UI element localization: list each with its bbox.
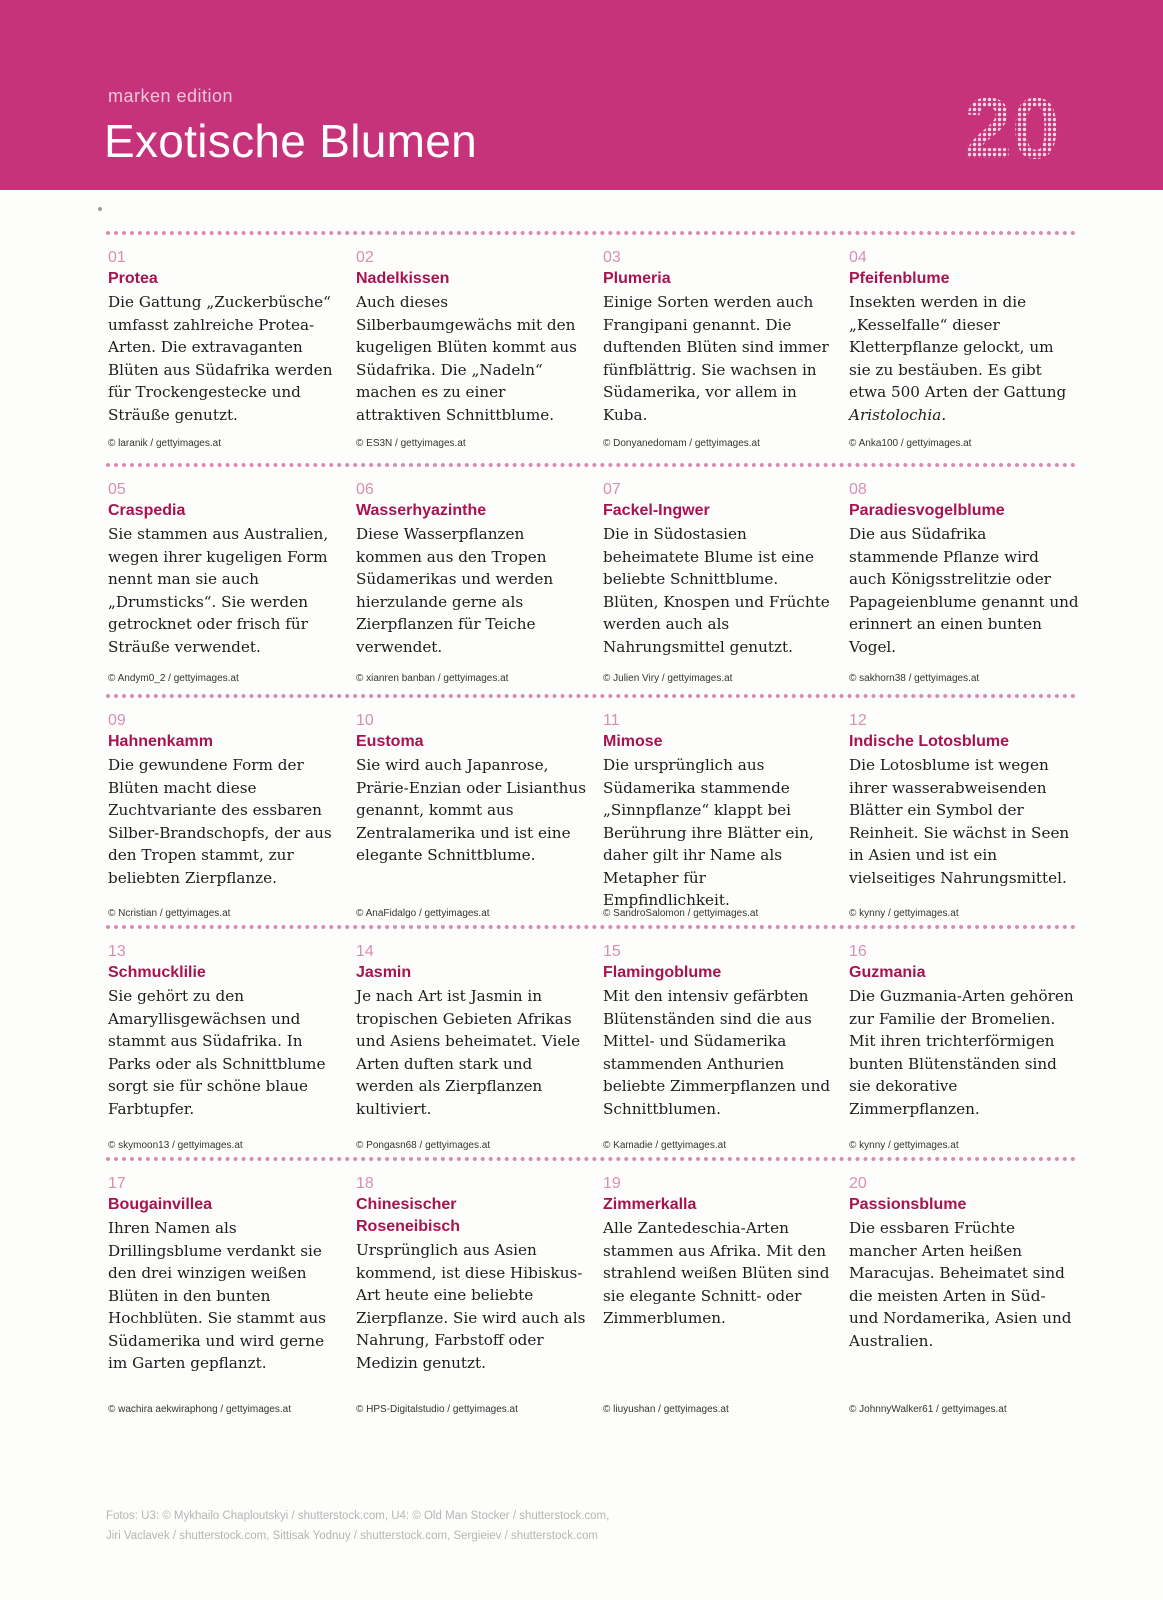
- flower-entry-bougainvillea: [108, 1174, 338, 1375]
- entry-text-italic: Aristolochia.: [849, 405, 947, 424]
- entry-number: 08: [849, 481, 867, 498]
- entry-text: Sie wird auch Japanrose, Prärie-Enzian oder Lisianthus genannt, kommt aus Zentralamerika und ist eine elegante Schnittblume.: [356, 756, 586, 864]
- flower-entry-schmucklilie: [108, 942, 338, 1120]
- entry-credit: © Andym0_2 / gettyimages.at: [108, 673, 239, 684]
- flower-entry-flamingoblume: [603, 942, 833, 1120]
- entry-name: Passionsblume: [849, 1196, 967, 1213]
- entry-credit: © laranik / gettyimages.at: [108, 438, 221, 449]
- footer-line: Jiri Vaclavek / shutterstock.com, Sittisak Yodnuy / shutterstock.com, Sergieiev / shutterstock.com: [106, 1530, 598, 1542]
- entry-number: 02: [356, 249, 374, 266]
- entry-text-main: Insekten werden in die „Kesselfalle“ dieser Kletterpflanze gelockt, um sie zu bestäuben. Es gibt etwa 500 Arten der Gattung: [849, 293, 1067, 401]
- flower-entry-indische-lotosblume: [849, 711, 1079, 889]
- entry-text: Die essbaren Früchte mancher Arten heißen Maracujas. Beheimatet sind die meisten Arten in Süd- und Nordamerika, Asien und Australien.: [849, 1219, 1072, 1350]
- entry-text: Auch dieses Silberbaumgewächs mit den kugeligen Blüten kommt aus Südafrika. Die „Nadeln“ machen es zu einer attraktiven Schnittblume.: [356, 293, 577, 424]
- entry-number: 05: [108, 481, 126, 498]
- entry-name: Flamingoblume: [603, 964, 722, 981]
- flower-entry-protea: [108, 248, 338, 426]
- flower-entry-passionsblume: [849, 1174, 1079, 1352]
- entry-name: Nadelkissen: [356, 270, 450, 287]
- entry-name: Craspedia: [108, 502, 186, 519]
- page-title: Exotische Blumen: [104, 115, 477, 167]
- entry-text: Die aus Südafrika stammende Pflanze wird auch Königsstrelitzie oder Papageienblume genannt und erinnert an einen bunten Vogel.: [849, 525, 1079, 656]
- entry-number: 04: [849, 249, 867, 266]
- entry-text: Die ursprünglich aus Südamerika stammende „Sinnpflanze“ klappt bei Berührung ihre Blätter ein, daher gilt ihr Name als Metapher für Empfindlichkeit.: [603, 756, 814, 909]
- entry-name: Eustoma: [356, 733, 424, 750]
- entry-credit: © Anka100 / gettyimages.at: [849, 438, 972, 449]
- entry-number: 17: [108, 1175, 126, 1192]
- entry-text: Ursprünglich aus Asien kommend, ist diese Hibiskus-Art heute eine beliebte Zierpflanze. Sie wird auch als Nahrung, Farbstoff oder Medizin genutzt.: [356, 1241, 586, 1372]
- entry-credit: © Donyanedomam / gettyimages.at: [603, 438, 760, 449]
- flower-entry-paradiesvogelblume: [849, 480, 1079, 658]
- entry-credit: © Julien Viry / gettyimages.at: [603, 673, 733, 684]
- entry-text: Einige Sorten werden auch Frangipani genannt. Die duftenden Blüten sind immer fünfblättrig. Sie wachsen in Südamerika, vor allem in Kuba.: [603, 293, 829, 424]
- entry-text: Ihren Namen als Drillingsblume verdankt sie den drei winzigen weißen Blüten in den bunten Hochblüten. Sie stammt aus Südamerika und wird gerne im Garten gepflanzt.: [108, 1219, 326, 1372]
- entry-credit: © SandroSalomon / gettyimages.at: [603, 908, 759, 919]
- entry-text: Die in Südostasien beheimatete Blume ist eine beliebte Schnittblume. Blüten, Knospen und Früchte werden auch als Nahrungsmittel genutzt.: [603, 525, 830, 656]
- entry-name: Bougainvillea: [108, 1196, 213, 1213]
- entry-credit: © kynny / gettyimages.at: [849, 1140, 959, 1151]
- entry-credit: © skymoon13 / gettyimages.at: [108, 1140, 243, 1151]
- flower-entry-craspedia: [108, 480, 338, 658]
- entry-text: Diese Wasserpflanzen kommen aus den Tropen Südamerikas und werden hierzulande gerne als Zierpflanzen für Teiche verwendet.: [356, 525, 554, 656]
- entry-number: 09: [108, 712, 126, 729]
- entry-credit: © sakhorn38 / gettyimages.at: [849, 673, 980, 684]
- entry-credit: © AnaFidalgo / gettyimages.at: [356, 908, 490, 919]
- footer-line: Fotos: U3: © Mykhailo Chaploutskyi / shutterstock.com, U4: © Old Man Stocker / shutterstock.com,: [106, 1510, 610, 1522]
- row-separator: [106, 231, 1076, 235]
- entry-number: 06: [356, 481, 374, 498]
- entry-number: 03: [603, 249, 621, 266]
- scan-dot: [98, 207, 102, 211]
- flower-entry-wasserhyazinthe: [356, 480, 586, 658]
- row-separator: [106, 925, 1076, 929]
- entry-name: Jasmin: [356, 964, 412, 981]
- header-banner: [0, 0, 1163, 190]
- entry-text: Alle Zantedeschia-Arten stammen aus Afrika. Mit den strahlend weißen Blüten sind sie elegante Schnitt- oder Zimmerblumen.: [603, 1219, 830, 1327]
- entry-number: 12: [849, 712, 867, 729]
- entry-credit: © xianren banban / gettyimages.at: [356, 673, 509, 684]
- flower-entry-nadelkissen: [356, 248, 586, 426]
- flower-entry-chinesischer-roseneibisch: [356, 1174, 586, 1374]
- entry-name: Plumeria: [603, 270, 671, 287]
- entry-credit: © wachira aekwiraphong / gettyimages.at: [108, 1404, 292, 1415]
- entry-credit: © kynny / gettyimages.at: [849, 908, 959, 919]
- entry-number: 13: [108, 943, 126, 960]
- entry-credit: © Pongasn68 / gettyimages.at: [356, 1140, 491, 1151]
- entry-text: Die Gattung „Zuckerbüsche“ umfasst zahlreiche Protea-Arten. Die extravaganten Blüten aus Südafrika werden für Trockengestecke und Sträuße genutzt.: [108, 293, 333, 424]
- entry-text: Die Guzmania-Arten gehören zur Familie der Bromelien. Mit ihren trichterförmigen bunten Blütenständen sind sie dekorative Zimmerpflanzen.: [849, 987, 1074, 1118]
- entry-text: Mit den intensiv gefärbten Blütenständen sind die aus Mittel- und Südamerika stammenden Anthurien beliebte Zimmerpflanzen und Schnittblumen.: [603, 987, 831, 1118]
- entry-credit: © liuyushan / gettyimages.at: [603, 1404, 729, 1415]
- entry-text: Die gewundene Form der Blüten macht diese Zuchtvariante des essbaren Silber-Brandschopfs, der aus den Tropen stammt, zur beliebten Zierpflanze.: [108, 756, 332, 887]
- flower-entry-jasmin: [356, 942, 586, 1120]
- entry-text: [849, 291, 1079, 426]
- entry-name: Zimmerkalla: [603, 1196, 697, 1213]
- entry-number: 07: [603, 481, 621, 498]
- entry-number: 20: [849, 1175, 867, 1192]
- issue-number: [952, 92, 1072, 162]
- entry-name: Guzmania: [849, 964, 926, 981]
- flower-entry-pfeifenblume: [849, 248, 1079, 426]
- entry-name: Pfeifenblume: [849, 270, 950, 287]
- brand-label: marken edition: [108, 86, 234, 106]
- flower-entry-guzmania: [849, 942, 1079, 1120]
- entry-name: Indische Lotosblume: [849, 733, 1010, 750]
- entry-name: Chinesischer Roseneibisch: [356, 1196, 461, 1235]
- entry-credit: © ES3N / gettyimages.at: [356, 438, 466, 449]
- row-separator: [106, 694, 1076, 698]
- entry-number: 16: [849, 943, 867, 960]
- entry-name: Wasserhyazinthe: [356, 502, 487, 519]
- photo-credits-footer: [106, 1506, 806, 1546]
- row-separator: [106, 1157, 1076, 1161]
- entry-credit: © HPS-Digitalstudio / gettyimages.at: [356, 1404, 518, 1415]
- entry-number: 11: [603, 712, 620, 729]
- entry-text: Sie stammen aus Australien, wegen ihrer kugeligen Form nennt man sie auch „Drumsticks“. Sie werden getrocknet oder frisch für Sträuße verwendet.: [108, 525, 329, 656]
- entry-credit: © Kamadie / gettyimages.at: [603, 1140, 726, 1151]
- entry-name: Protea: [108, 270, 158, 287]
- entry-number: 19: [603, 1175, 621, 1192]
- flower-entry-mimose: [603, 711, 833, 912]
- flower-entry-hahnenkamm: [108, 711, 338, 889]
- entry-number: 15: [603, 943, 621, 960]
- flower-entry-fackel-ingwer: [603, 480, 833, 658]
- entry-number: 18: [356, 1175, 374, 1192]
- entry-name: Mimose: [603, 733, 663, 750]
- entry-text: Je nach Art ist Jasmin in tropischen Gebieten Afrikas und Asiens beheimatet. Viele Arten duften stark und werden als Zierpflanzen kultiviert.: [356, 987, 581, 1118]
- row-separator: [106, 463, 1076, 467]
- entry-name: Schmucklilie: [108, 964, 206, 981]
- entry-text: Die Lotosblume ist wegen ihrer wasserabweisenden Blätter ein Symbol der Reinheit. Sie wächst in Seen in Asien und ist ein vielseitiges Nahrungsmittel.: [849, 756, 1070, 887]
- entry-credit: © JohnnyWalker61 / gettyimages.at: [849, 1404, 1007, 1415]
- entry-number: 01: [108, 249, 126, 266]
- issue-number-dots: [952, 92, 1072, 162]
- flower-entry-zimmerkalla: [603, 1174, 833, 1330]
- entry-name: Hahnenkamm: [108, 733, 213, 750]
- entry-number: 14: [356, 943, 374, 960]
- entry-name: Paradiesvogelblume: [849, 502, 1005, 519]
- entry-text: Sie gehört zu den Amaryllisgewächsen und stammt aus Südafrika. In Parks oder als Schnittblume sorgt sie für schöne blaue Farbtupfer.: [108, 987, 326, 1118]
- entry-number: 10: [356, 712, 374, 729]
- entry-credit: © Ncristian / gettyimages.at: [108, 908, 231, 919]
- entry-name: Fackel-Ingwer: [603, 502, 710, 519]
- flower-entry-eustoma: [356, 711, 586, 867]
- flower-entry-plumeria: [603, 248, 833, 426]
